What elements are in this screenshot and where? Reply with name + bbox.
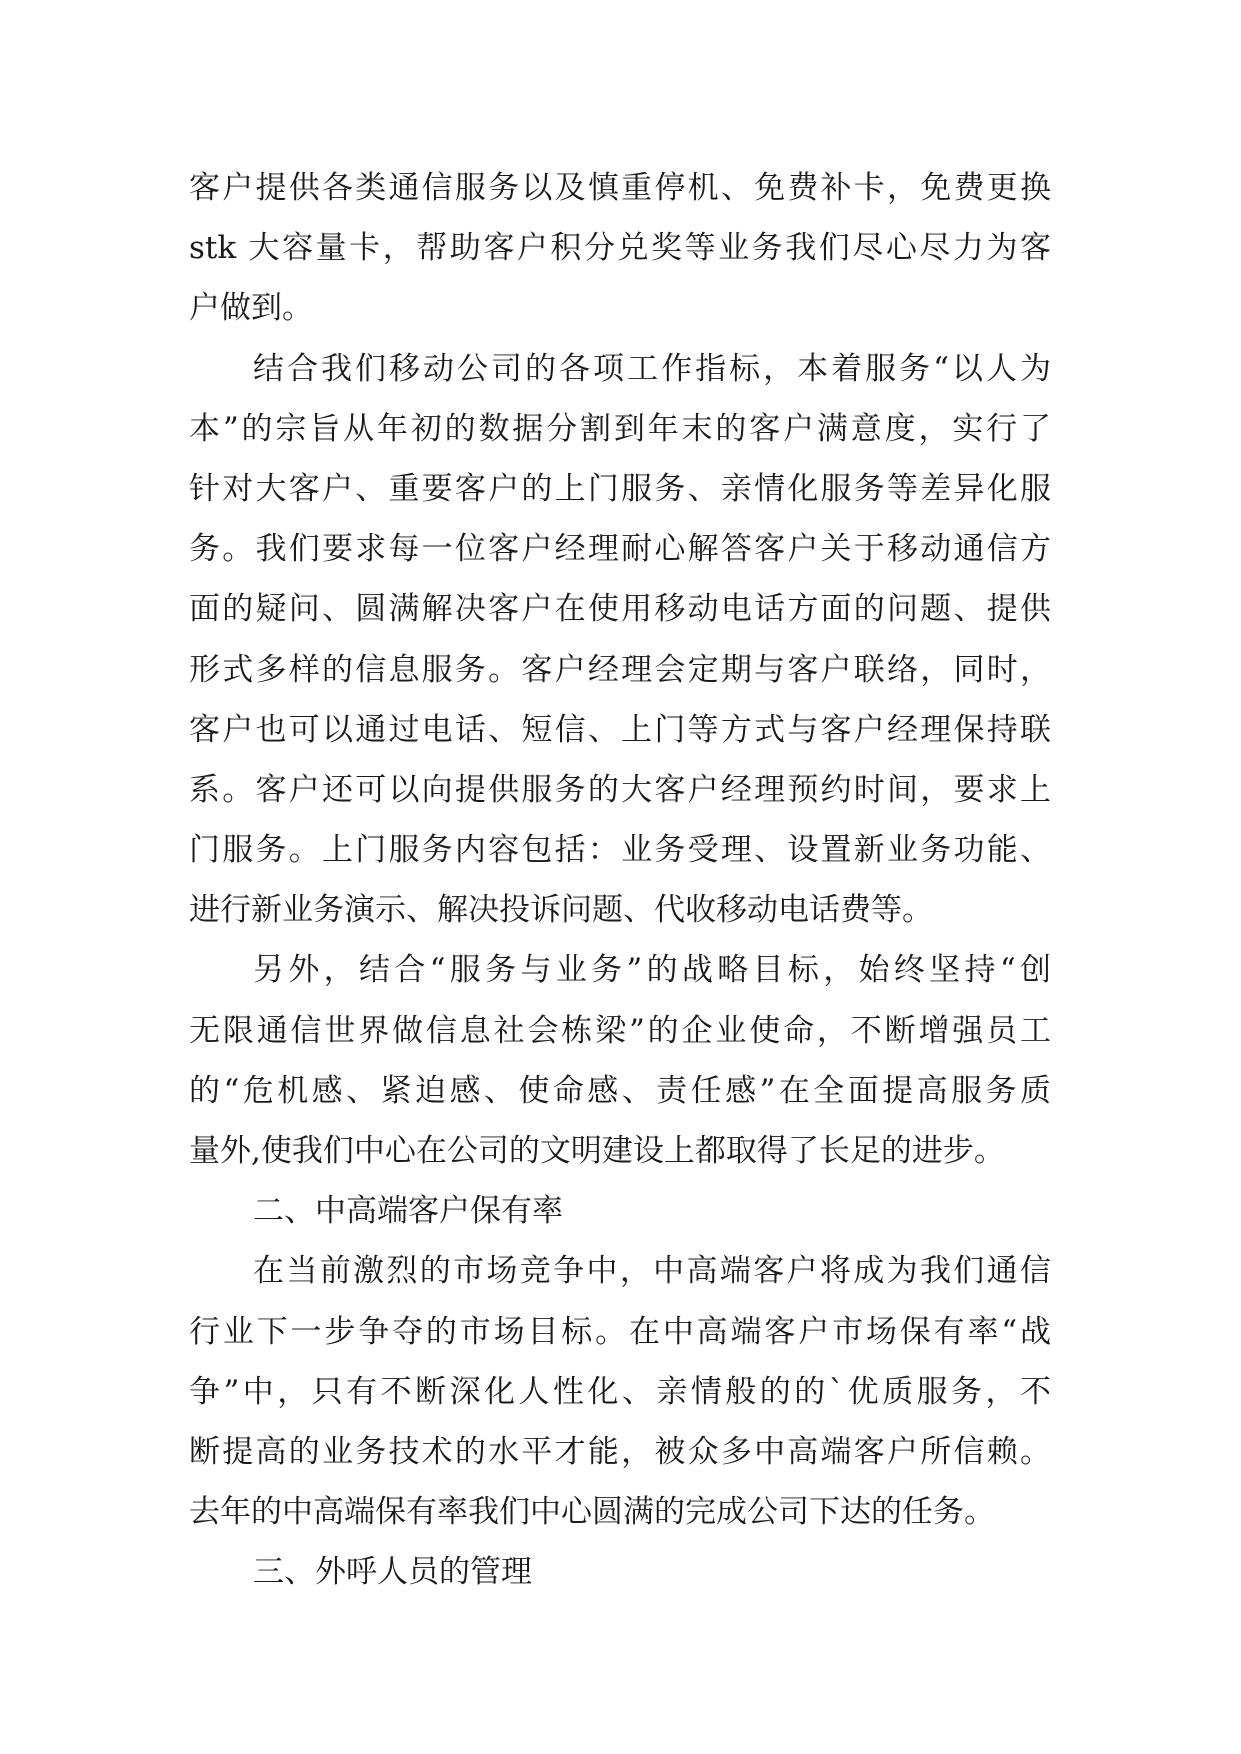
text-line: 本”的宗旨从年初的数据分割到年末的客户满意度，实行了 — [189, 410, 1051, 447]
text-line: stk 大容量卡，帮助客户积分兑奖等业务我们尽心尽力为客 — [189, 230, 1051, 267]
text-line: 无限通信世界做信息社会栋梁”的企业使命，不断增强员工 — [189, 1012, 1051, 1049]
text-line: 量外,使我们中心在公司的文明建设上都取得了长足的进步。 — [189, 1133, 1005, 1169]
section-heading — [189, 1181, 1051, 1241]
text-line: 在当前激烈的市场竞争中，中高端客户将成为我们通信 — [253, 1253, 1051, 1290]
paragraph — [189, 1241, 1051, 1542]
text-line: 断提高的业务技术的水平才能，被众多中高端客户所信赖。 — [189, 1433, 1051, 1470]
heading-text: 二、中高端客户保有率 — [253, 1193, 563, 1230]
text-line: 系。客户还可以向提供服务的大客户经理预约时间，要求上 — [189, 771, 1051, 808]
heading-text: 三、外呼人员的管理 — [253, 1554, 532, 1591]
text-line: 客户提供各类通信服务以及慎重停机、免费补卡，免费更换 — [189, 170, 1051, 206]
text-line: 进行新业务演示、解决投诉问题、代收移动电话费等。 — [189, 892, 933, 929]
paragraph — [189, 339, 1051, 941]
document-body — [189, 158, 1051, 1603]
text-line: 务。我们要求每一位客户经理耐心解答客户关于移动通信方 — [189, 531, 1051, 568]
text-line: 行业下一步争夺的市场目标。在中高端客户市场保有率“战 — [189, 1313, 1051, 1350]
text-line: 另外，结合“服务与业务”的战略目标，始终坚持“创 — [253, 952, 1051, 989]
text-line: 针对大客户、重要客户的上门服务、亲情化服务等差异化服 — [189, 470, 1051, 507]
text-line: 户做到。 — [189, 290, 313, 327]
text-line: 结合我们移动公司的各项工作指标，本着服务“以人为 — [253, 350, 1051, 387]
paragraph — [189, 940, 1051, 1181]
text-line: 形式多样的信息服务。客户经理会定期与客户联络，同时， — [189, 651, 1051, 688]
text-line: 门服务。上门服务内容包括：业务受理、设置新业务功能、 — [189, 832, 1051, 869]
text-line: 客户也可以通过电话、短信、上门等方式与客户经理保持联 — [189, 711, 1051, 748]
text-line: 去年的中高端保有率我们中心圆满的完成公司下达的任务。 — [189, 1494, 995, 1531]
text-line: 的“危机感、紧迫感、使命感、责任感”在全面提高服务质 — [189, 1072, 1051, 1109]
text-line: 面的疑问、圆满解决客户在使用移动电话方面的问题、提供 — [189, 591, 1051, 628]
text-line: 争”中，只有不断深化人性化、亲情般的的`优质服务，不 — [189, 1373, 1051, 1410]
section-heading — [189, 1542, 1051, 1602]
paragraph — [189, 158, 1051, 339]
